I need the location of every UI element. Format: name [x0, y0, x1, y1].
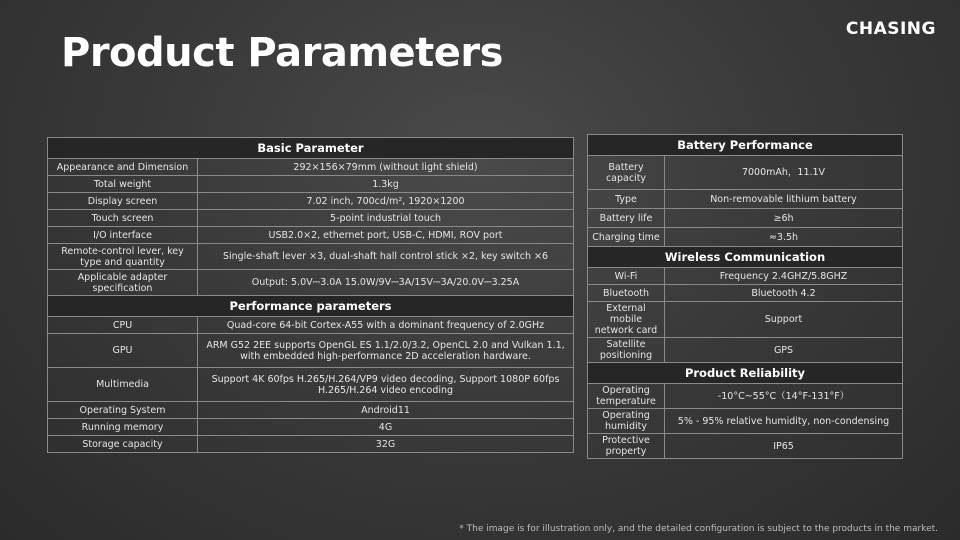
spec-label: I/O interface	[48, 227, 198, 244]
spec-row	[588, 156, 903, 190]
spec-label: Operating System	[48, 402, 198, 419]
spec-value: Frequency 2.4GHZ/5.8GHZ	[665, 268, 903, 285]
spec-value: 292×156×79mm (without light shield)	[198, 159, 574, 176]
spec-row	[48, 402, 574, 419]
section-header: Performance parameters	[48, 296, 574, 317]
section-header: Product Reliability	[588, 363, 903, 384]
spec-row	[588, 228, 903, 247]
spec-label: Touch screen	[48, 210, 198, 227]
spec-row	[48, 334, 574, 368]
spec-value: Output: 5.0V⎓3.0A 15.0W/9V⎓3A/15V⎓3A/20.0V⎓3.25A	[198, 270, 574, 296]
spec-row	[48, 317, 574, 334]
spec-row	[588, 302, 903, 338]
spec-value: 4G	[198, 419, 574, 436]
spec-label: GPU	[48, 334, 198, 368]
spec-value: 5-point industrial touch	[198, 210, 574, 227]
spec-row	[48, 270, 574, 296]
spec-row	[48, 210, 574, 227]
spec-row	[48, 176, 574, 193]
spec-row	[588, 285, 903, 302]
spec-row	[588, 338, 903, 363]
spec-value: IP65	[665, 434, 903, 459]
spec-row	[48, 436, 574, 453]
spec-label: Multimedia	[48, 368, 198, 402]
spec-value: GPS	[665, 338, 903, 363]
spec-row	[48, 227, 574, 244]
spec-value: 5% - 95% relative humidity, non-condensing	[665, 409, 903, 434]
spec-value: Bluetooth 4.2	[665, 285, 903, 302]
spec-value: 7.02 inch, 700cd/m², 1920×1200	[198, 193, 574, 210]
spec-row	[588, 209, 903, 228]
spec-value: USB2.0×2, ethernet port, USB-C, HDMI, ROV port	[198, 227, 574, 244]
footnote: * The image is for illustration only, and the detailed configuration is subject to the products in the market.	[459, 524, 938, 534]
spec-label: Battery capacity	[588, 156, 665, 190]
page-title: Product Parameters	[61, 30, 503, 76]
spec-label: Remote-control lever, key type and quantity	[48, 244, 198, 270]
spec-value: Android11	[198, 402, 574, 419]
spec-value: Support 4K 60fps H.265/H.264/VP9 video decoding, Support 1080P 60fps H.265/H.264 video encoding	[198, 368, 574, 402]
section-header: Wireless Communication	[588, 247, 903, 268]
spec-label: Operating temperature	[588, 384, 665, 409]
spec-label: Display screen	[48, 193, 198, 210]
section-header: Battery Performance	[588, 135, 903, 156]
spec-value: Non-removable lithium battery	[665, 190, 903, 209]
spec-label: Type	[588, 190, 665, 209]
right-spec-table	[587, 134, 903, 459]
spec-label: External mobile network card	[588, 302, 665, 338]
left-spec-table	[47, 137, 574, 453]
spec-label: Wi-Fi	[588, 268, 665, 285]
spec-value: -10°C~55°C（14°F-131°F）	[665, 384, 903, 409]
spec-label: Applicable adapter specification	[48, 270, 198, 296]
spec-row	[588, 268, 903, 285]
spec-label: CPU	[48, 317, 198, 334]
spec-label: Running memory	[48, 419, 198, 436]
spec-label: Appearance and Dimension	[48, 159, 198, 176]
spec-label: Total weight	[48, 176, 198, 193]
spec-row	[588, 434, 903, 459]
spec-value: Support	[665, 302, 903, 338]
spec-row	[588, 190, 903, 209]
spec-value: ≈3.5h	[665, 228, 903, 247]
spec-row	[48, 159, 574, 176]
spec-row	[48, 193, 574, 210]
spec-label: Storage capacity	[48, 436, 198, 453]
spec-value: Single-shaft lever ×3, dual-shaft hall control stick ×2, key switch ×6	[198, 244, 574, 270]
spec-label: Bluetooth	[588, 285, 665, 302]
section-header: Basic Parameter	[48, 138, 574, 159]
spec-value: Quad-core 64-bit Cortex-A55 with a dominant frequency of 2.0GHz	[198, 317, 574, 334]
spec-value: 1.3kg	[198, 176, 574, 193]
spec-label: Charging time	[588, 228, 665, 247]
brand-logo: CHASING	[845, 19, 936, 39]
spec-label: Protective property	[588, 434, 665, 459]
spec-row	[48, 244, 574, 270]
spec-value: 32G	[198, 436, 574, 453]
spec-label: Satellite positioning	[588, 338, 665, 363]
spec-value: 7000mAh，11.1V	[665, 156, 903, 190]
spec-row	[588, 384, 903, 409]
spec-label: Battery life	[588, 209, 665, 228]
spec-value: ARM G52 2EE supports OpenGL ES 1.1/2.0/3.2, OpenCL 2.0 and Vulkan 1.1, with embedded high-performance 2D acceleration hardware.	[198, 334, 574, 368]
spec-row	[588, 409, 903, 434]
spec-label: Operating humidity	[588, 409, 665, 434]
spec-value: ≥6h	[665, 209, 903, 228]
spec-row	[48, 368, 574, 402]
spec-row	[48, 419, 574, 436]
